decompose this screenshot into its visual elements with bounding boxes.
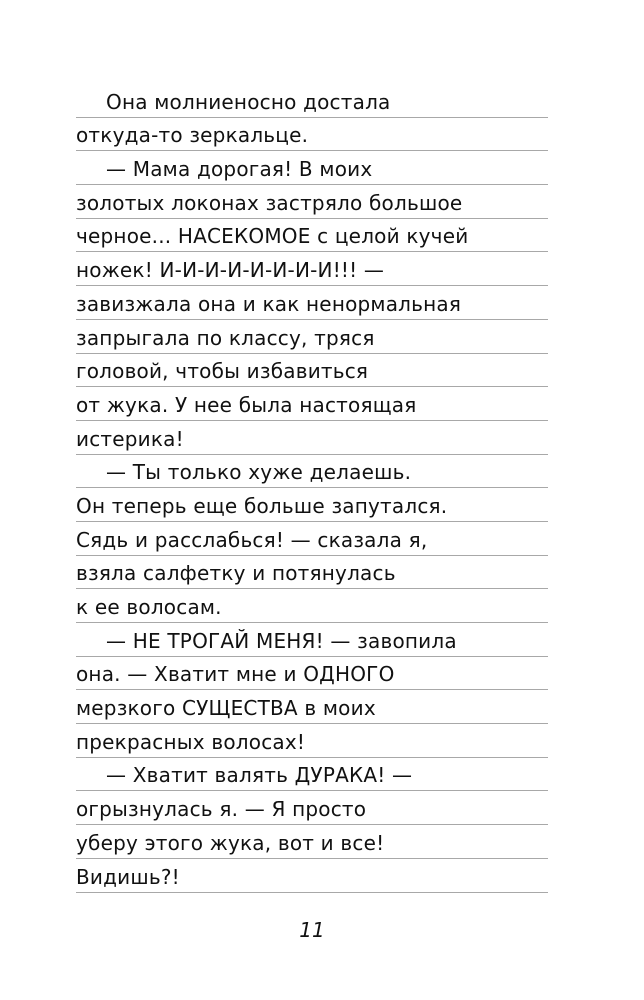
text-line <box>76 354 548 388</box>
line-text: ножек! И-И-И-И-И-И-И-И!!! — <box>76 258 385 283</box>
line-text: запрыгала по классу, тряся <box>76 325 375 350</box>
text-line <box>76 151 548 185</box>
text-line <box>76 556 548 590</box>
line-text: золотых локонах застряло большое <box>76 190 463 215</box>
line-text: уберу этого жука, вот и все! <box>76 830 385 855</box>
line-text: прекрасных волосах! <box>76 729 306 754</box>
text-line <box>76 758 548 792</box>
text-line <box>76 84 548 118</box>
line-text: огрызнулась я. — Я просто <box>76 797 367 822</box>
page-number: 11 <box>299 918 325 942</box>
text-line <box>76 657 548 691</box>
line-text: Видишь?! <box>76 864 180 889</box>
text-line <box>76 623 548 657</box>
line-text: Сядь и расслабься! — сказала я, <box>76 527 428 552</box>
line-text: — НЕ ТРОГАЙ МЕНЯ! — завопила <box>106 628 457 653</box>
text-line <box>76 690 548 724</box>
text-line <box>76 421 548 455</box>
text-line <box>76 286 548 320</box>
line-text: — Ты только хуже делаешь. <box>106 460 412 485</box>
line-text: — Хватит валять ДУРАКА! — <box>106 763 413 788</box>
line-text: мерзкого СУЩЕСТВА в моих <box>76 696 376 721</box>
line-text: — Мама дорогая! В моих <box>106 157 373 182</box>
line-text: она. — Хватит мне и ОДНОГО <box>76 662 395 687</box>
ruled-text-block <box>76 84 548 893</box>
line-text: завизжала она и как ненормальная <box>76 291 462 316</box>
text-line <box>76 522 548 556</box>
line-text: Она молниеносно достала <box>106 89 391 114</box>
text-line <box>76 455 548 489</box>
text-line <box>76 118 548 152</box>
line-text: головой, чтобы избавиться <box>76 359 369 384</box>
text-line <box>76 589 548 623</box>
text-line <box>76 252 548 286</box>
line-text: от жука. У нее была настоящая <box>76 392 417 417</box>
text-line <box>76 387 548 421</box>
line-text: истерика! <box>76 426 184 451</box>
text-line <box>76 724 548 758</box>
line-text: откуда-то зеркальце. <box>76 123 309 148</box>
text-line <box>76 791 548 825</box>
text-line <box>76 859 548 893</box>
text-line <box>76 185 548 219</box>
line-text: Он теперь еще больше запутался. <box>76 493 448 518</box>
line-text: черное... НАСЕКОМОЕ с целой кучей <box>76 224 469 249</box>
line-text: взяла салфетку и потянулась <box>76 561 396 586</box>
text-line <box>76 219 548 253</box>
text-line <box>76 320 548 354</box>
text-line <box>76 825 548 859</box>
line-text: к ее волосам. <box>76 595 222 619</box>
text-line <box>76 488 548 522</box>
